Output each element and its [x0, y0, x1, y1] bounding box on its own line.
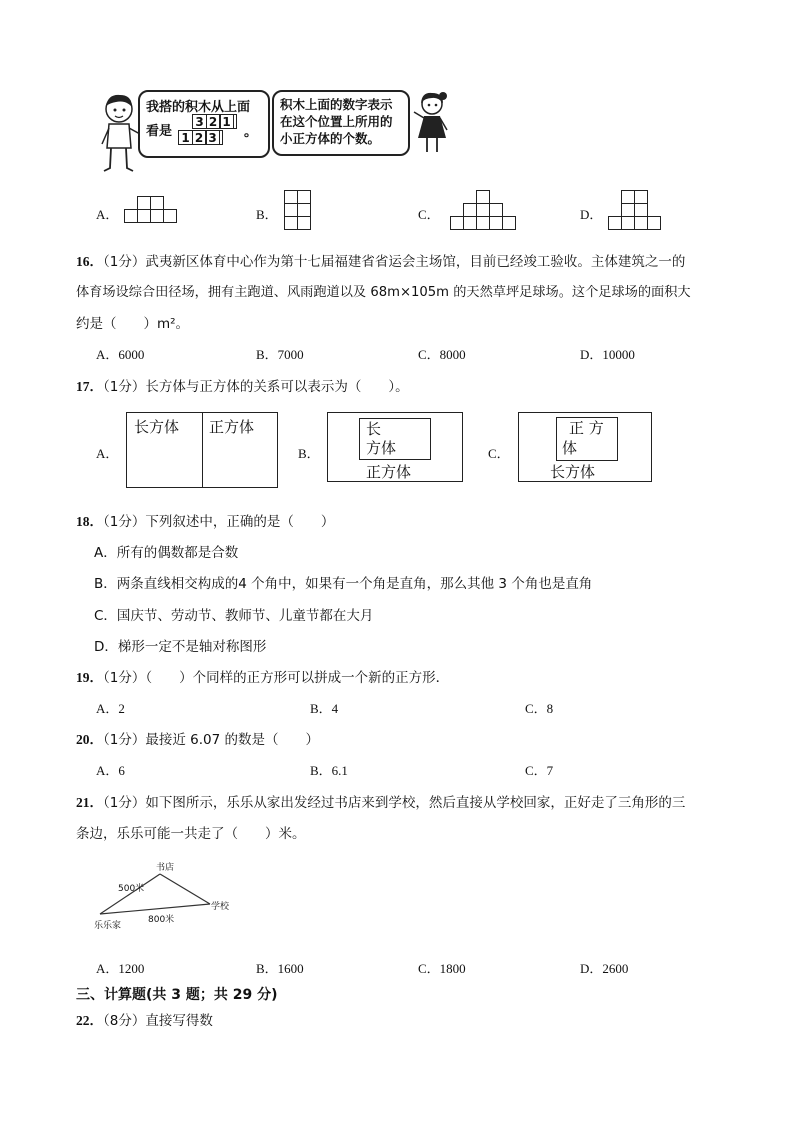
cube-square	[489, 216, 503, 230]
cuboid-label: 长方体	[134, 418, 180, 436]
boy-bubble-period: 。	[244, 124, 258, 140]
q21-option-d[interactable]: D．2600	[580, 961, 629, 976]
girl-bubble-line3: 小正方体的个数。	[280, 131, 381, 146]
q19-option-c[interactable]: C．8	[525, 701, 554, 716]
q18-option-b[interactable]: B．两条直线相交构成的4 个角中，如果有一个角是直角，那么其他 3 个角也是直角	[94, 576, 593, 592]
q18-line	[76, 510, 334, 530]
q16-option-b[interactable]: B．7000	[256, 347, 304, 362]
top-cell-edge	[219, 130, 223, 145]
q17-option-a-label[interactable]: A．	[96, 446, 119, 461]
cube-square	[621, 190, 635, 204]
q22-number: 22．	[76, 1013, 103, 1028]
cube-square	[634, 216, 648, 230]
q20-text: 最接近 6.07 的数是（ ）	[145, 732, 319, 748]
q17-option-c-label[interactable]: C．	[488, 446, 510, 461]
cube-square	[489, 203, 503, 217]
outer-label: 长方体	[550, 463, 596, 481]
q16-line3: 约是（ ）m²。	[76, 316, 190, 332]
inner-label-2: 方体	[366, 439, 397, 457]
cube-square	[476, 216, 490, 230]
q22-line	[76, 1009, 213, 1029]
cube-square	[284, 190, 298, 204]
cube-square	[284, 203, 298, 217]
q19-option-a[interactable]: A．2	[96, 701, 125, 716]
girl-bubble-line1: 积木上面的数字表示	[280, 97, 393, 112]
q17-text: 长方体与正方体的关系可以表示为（ ）。	[145, 379, 409, 395]
q16-option-a[interactable]: A．6000	[96, 347, 145, 362]
q20-line	[76, 728, 319, 748]
inner-label-1: 长	[366, 420, 382, 438]
girl-speech-bubble	[272, 90, 410, 156]
q19-score: （1分）	[103, 670, 146, 686]
q18-option-a[interactable]: A．所有的偶数都是合数	[94, 545, 239, 561]
q18-number: 18．	[76, 514, 103, 529]
top-cell: 1	[178, 130, 193, 145]
q21-number: 21．	[76, 795, 103, 810]
q21-option-a[interactable]: A．1200	[96, 961, 145, 976]
top-cell: 2	[192, 130, 207, 145]
q17-option-c-diagram	[518, 412, 652, 482]
q17-option-a-diagram	[126, 412, 278, 488]
girl-bubble-line2: 在这个位置上所用的	[280, 114, 393, 129]
q17-line	[76, 375, 409, 395]
cube-square	[476, 190, 490, 204]
q22-score: （8分）	[103, 1013, 146, 1029]
q18-option-c[interactable]: C．国庆节、劳动节、教师节、儿童节都在大月	[94, 608, 374, 624]
bookstore-label: 书店	[156, 863, 175, 873]
q16-line1	[76, 250, 685, 270]
cube-square	[502, 216, 516, 230]
q19-number: 19．	[76, 670, 103, 685]
q15-option-d-label[interactable]: D．	[580, 207, 603, 222]
girl-figure	[410, 90, 450, 156]
cube-square	[137, 209, 151, 223]
inner-label-2: 体	[562, 439, 578, 457]
inner-box	[359, 418, 431, 460]
q21-text-1: 如下图所示，乐乐从家出发经过书店来到学校，然后直接从学校回家，正好走了三角形的三	[145, 795, 686, 811]
q18-text: 下列叙述中，正确的是（ ）	[145, 514, 335, 530]
q16-option-d[interactable]: D．10000	[580, 347, 635, 362]
top-view-row2	[178, 130, 221, 145]
q17-number: 17．	[76, 379, 103, 394]
q21-option-b[interactable]: B．1600	[256, 961, 304, 976]
cube-square	[608, 216, 622, 230]
section-heading: 三、计算题(共 3 题；共 29 分)	[76, 987, 278, 1003]
q17-option-b-diagram	[327, 412, 463, 482]
q21-line1	[76, 791, 685, 811]
cube-square	[297, 216, 311, 230]
top-cell: 2	[206, 114, 221, 129]
q19-option-b[interactable]: B．4	[310, 701, 339, 716]
cube-square	[124, 209, 138, 223]
cube-square	[621, 203, 635, 217]
q16-score: （1分）	[103, 254, 146, 270]
inner-label-1: 正 方	[569, 419, 604, 437]
q22-text: 直接写得数	[145, 1013, 213, 1029]
cube-square	[284, 216, 298, 230]
q16-number: 16．	[76, 254, 103, 269]
divider	[202, 413, 203, 487]
cube-square	[463, 216, 477, 230]
top-view-row1	[192, 114, 235, 129]
q18-score: （1分）	[103, 514, 146, 530]
cube-square	[297, 190, 311, 204]
q21-score: （1分）	[103, 795, 146, 811]
school-label: 学校	[211, 902, 230, 912]
q18-option-d[interactable]: D．梯形一定不是轴对称图形	[94, 639, 267, 655]
cube-square	[476, 203, 490, 217]
q21-line2: 条边，乐乐可能一共走了（ ）米。	[76, 826, 306, 842]
q17-option-b-label[interactable]: B．	[298, 446, 320, 461]
q20-option-b[interactable]: B．6.1	[310, 763, 348, 778]
outer-label: 正方体	[366, 463, 412, 481]
q19-text: （ ）个同样的正方形可以拼成一个新的正方形．	[145, 670, 450, 686]
q16-text-1: 武夷新区体育中心作为第十七届福建省省运会主场馆，目前已经竣工验收。主体建筑之一的	[145, 254, 686, 270]
q20-option-c[interactable]: C．7	[525, 763, 554, 778]
top-cell: 3	[192, 114, 207, 129]
top-cell: 3	[205, 130, 220, 145]
q16-option-c[interactable]: C．8000	[418, 347, 466, 362]
q21-option-c[interactable]: C．1800	[418, 961, 466, 976]
boy-bubble-line1: 我搭的积木从上面	[146, 100, 251, 115]
cube-square	[137, 196, 151, 210]
cube-square	[297, 203, 311, 217]
q20-option-a[interactable]: A．6	[96, 763, 125, 778]
top-cell: 1	[219, 114, 234, 129]
cube-square	[150, 209, 164, 223]
cube-square	[150, 196, 164, 210]
inner-box	[556, 417, 618, 461]
side-500-label: 500米	[118, 884, 145, 894]
cube-square	[634, 190, 648, 204]
cube-square	[647, 216, 661, 230]
cube-label: 正方体	[209, 418, 255, 436]
q20-number: 20．	[76, 732, 103, 747]
q19-line	[76, 666, 449, 686]
home-label: 乐乐家	[94, 921, 122, 931]
q21-triangle-diagram	[90, 858, 240, 938]
q15-option-b-label[interactable]: B．	[256, 207, 278, 222]
q16-line2: 体育场设综合田径场，拥有主跑道、风雨跑道以及 68m×105m 的天然草坪足球场。这个足球场的面积大	[76, 285, 691, 300]
boy-figure	[96, 92, 142, 174]
cube-square	[463, 203, 477, 217]
q15-option-a-label[interactable]: A．	[96, 207, 119, 222]
cube-square	[634, 203, 648, 217]
cube-square	[621, 216, 635, 230]
q17-score: （1分）	[103, 379, 146, 395]
q15-option-c-label[interactable]: C．	[418, 207, 440, 222]
boy-bubble-line2: 看是	[146, 124, 173, 139]
side-800-label: 800米	[148, 915, 175, 925]
boy-speech-bubble	[138, 90, 270, 158]
q20-score: （1分）	[103, 732, 146, 748]
cube-square	[450, 216, 464, 230]
cube-square	[163, 209, 177, 223]
top-cell-edge	[233, 114, 237, 129]
